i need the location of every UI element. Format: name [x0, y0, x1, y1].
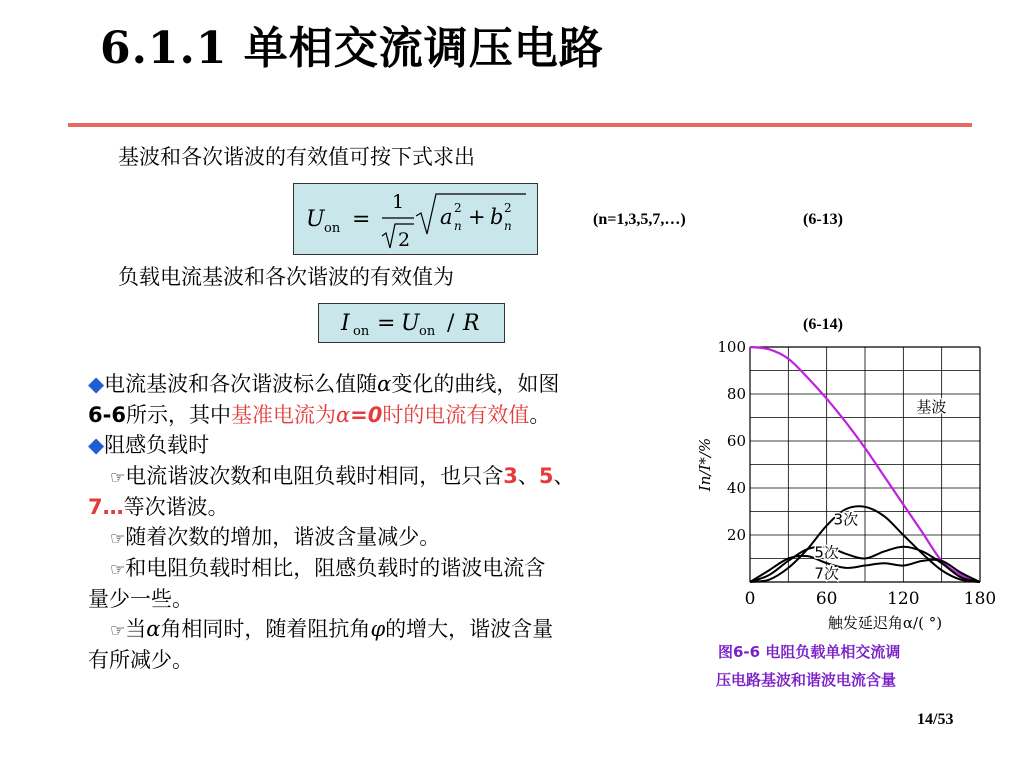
formula-on-sub: on — [324, 221, 341, 236]
bullet-1-text-a: 电流基波和各次谐波标么值随 — [104, 372, 378, 396]
figure-caption-line-2: 压电路基波和谐波电流含量 — [716, 671, 897, 689]
separator: 、 — [553, 464, 575, 488]
x-tick-label: 60 — [815, 589, 838, 609]
y-axis-label: In/I*/% — [696, 437, 714, 492]
harmonic-3: 3 — [503, 464, 518, 488]
formula-equals: = — [352, 207, 371, 232]
formula-6-13 — [293, 183, 538, 255]
formula-a-sub: n — [454, 219, 462, 233]
formula2-slash: / — [447, 311, 455, 336]
formula-6-13-svg — [294, 184, 537, 254]
y-tick-labels — [717, 338, 746, 544]
series-label: 7次 — [814, 564, 839, 583]
sub-bullet-4-text-c: 的增大，谐波含量 — [385, 617, 554, 641]
sub-bullet-4-text-b: 角相同时，随着阻抗角 — [160, 617, 371, 641]
series-label: 3次 — [833, 510, 859, 529]
sub-bullet-3-text: 和电阻负载时相比，阻感负载时的谐波电流含 — [125, 556, 546, 580]
x-axis-label: 触发延迟角α/( °) — [827, 614, 943, 632]
formula-6-14-svg — [319, 304, 504, 342]
sub-bullet-1-line-2 — [88, 492, 229, 523]
formula-u-var: U — [306, 207, 325, 232]
bullet-1-text-b: 变化的曲线，如图 — [391, 372, 560, 396]
formula2-u-sub: on — [419, 324, 436, 339]
figure-ref: 6-6 — [88, 403, 126, 427]
x-tick-label: 0 — [744, 589, 756, 609]
formula-b-var: b — [490, 205, 504, 229]
formula2-i-sub: on — [353, 324, 370, 339]
bullet-2-text: 阻感负载时 — [104, 433, 210, 457]
series-label: 5次 — [814, 543, 839, 562]
x-tick-labels — [745, 589, 997, 609]
series-labels — [814, 398, 946, 583]
y-tick-label: 100 — [717, 338, 746, 356]
alpha-symbol: α — [377, 372, 392, 396]
harmonic-5: 5 — [538, 464, 554, 488]
slide-title: 6.1.1 单相交流调压电路 — [100, 23, 604, 74]
formula2-equals: = — [377, 311, 396, 336]
formula-numerator: 1 — [392, 191, 405, 213]
y-tick-label: 40 — [726, 479, 746, 497]
separator: 、 — [517, 464, 539, 488]
sub-bullet-2 — [110, 522, 440, 555]
sub-bullet-4-line-2: 有所减少。 — [88, 648, 193, 672]
sub-bullet-2-text: 随着次数的增加，谐波含量减少。 — [125, 525, 441, 549]
pointing-hand-icon: ☞ — [110, 529, 126, 549]
bullet-1-end: 。 — [529, 403, 551, 427]
load-current-text: 负载电流基波和各次谐波的有效值为 — [118, 265, 454, 289]
chart-grid — [750, 347, 980, 582]
harmonic-current-chart — [690, 335, 997, 645]
formula2-r-var: R — [463, 311, 480, 336]
x-tick-label: 120 — [887, 589, 920, 609]
y-tick-label: 20 — [726, 526, 746, 544]
bullet-1-line-2 — [88, 400, 550, 431]
formula-plus: + — [468, 205, 486, 229]
formula-denominator: 2 — [398, 229, 411, 251]
sub-bullet-3-line-2: 量少一些。 — [88, 587, 193, 611]
formula2-i-var: I — [341, 311, 350, 336]
bullet-2 — [88, 430, 209, 461]
diamond-bullet-icon: ◆ — [88, 372, 105, 396]
harmonic-7: 7… — [88, 495, 124, 519]
intro-text: 基波和各次谐波的有效值可按下式求出 — [118, 145, 475, 169]
bullet-1-text-c: 所示，其中 — [125, 403, 231, 427]
formula-b-sub: n — [504, 219, 512, 233]
alpha-symbol: α — [146, 617, 161, 641]
formula-b-sup: 2 — [504, 201, 512, 215]
y-tick-label: 60 — [726, 432, 746, 450]
sub-bullet-3-line-1 — [110, 553, 545, 586]
sub-bullet-1-text: 电流谐波次数和电阻负载时相同，也只含 — [125, 464, 504, 488]
sub-bullet-1-line-1 — [110, 461, 575, 494]
equation-number-6-13: (6-13) — [803, 211, 843, 228]
sub-bullet-1-end: 等次谐波。 — [123, 495, 229, 519]
formula2-u-var: U — [401, 311, 420, 336]
pointing-hand-icon: ☞ — [110, 560, 126, 580]
page-number: 14/53 — [917, 711, 954, 728]
highlight-text-a: 基准电流为 — [230, 403, 336, 427]
highlight-text-b: 时的电流有效值 — [382, 403, 530, 427]
formula-6-14 — [318, 303, 505, 343]
equation-number-6-14: (6-14) — [803, 316, 843, 333]
highlight-alpha: α — [335, 403, 351, 427]
x-tick-label: 180 — [963, 589, 997, 609]
pointing-hand-icon: ☞ — [110, 468, 126, 488]
formula-condition: (n=1,3,5,7,…) — [593, 211, 686, 228]
formula-a-var: a — [440, 205, 453, 229]
bullet-1-line-1 — [88, 369, 559, 400]
sub-bullet-4-line-1 — [110, 614, 553, 647]
figure-caption-line-1: 图6-6 电阻负载单相交流调 — [718, 643, 901, 661]
pointing-hand-icon: ☞ — [110, 621, 126, 641]
title-divider — [68, 123, 972, 127]
y-tick-label: 80 — [726, 385, 746, 403]
highlight-zero: =0 — [350, 403, 383, 427]
formula-a-sup: 2 — [454, 201, 462, 215]
series-label: 基波 — [916, 397, 947, 416]
sub-bullet-4-text-a: 当 — [125, 617, 147, 641]
diamond-bullet-icon: ◆ — [88, 433, 105, 457]
phi-symbol: φ — [370, 617, 386, 641]
